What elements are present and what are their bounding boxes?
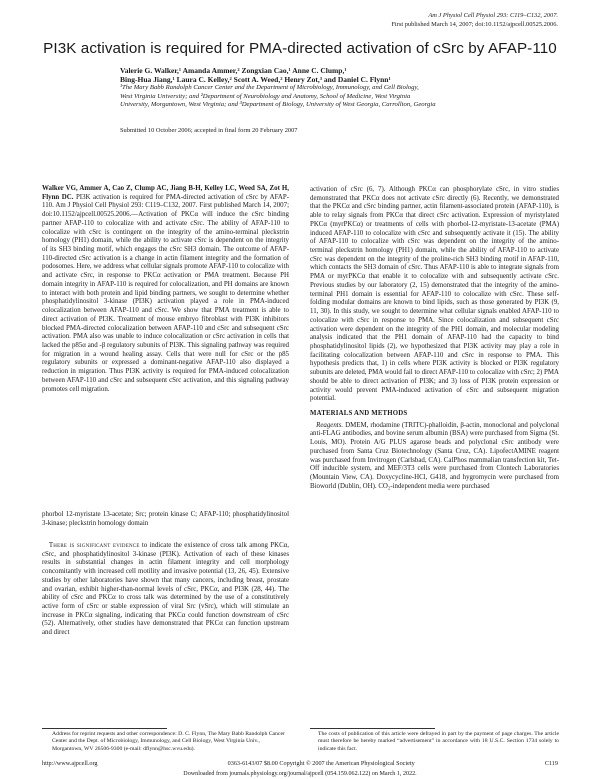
page-footer [42,760,558,767]
page-charges-footnote: The costs of publication of this article were defrayed in part by the payment of page charges. The article must therefore be hereby marked “advertisement” in accordance with 18 U.S.C. Section 1734 solely to indicate this fact. [318,731,559,752]
intro-lead: There is significant evidence [48,542,140,549]
author-list [120,66,560,85]
journal-citation: Am J Physiol Cell Physiol 293: C119–C132, 2007. [428,12,558,19]
affiliations [120,84,560,110]
journal-header [198,12,558,29]
right-column [310,186,559,491]
journal-url[interactable]: http://www.ajpcell.org [42,760,98,767]
abstract-citation: Walker VG, Ammer A, Cao Z, Clump AC, Jiang B-H, Kelley LC, Weed SA, Zot H, Flynn DC. [42,185,289,201]
reagents-text: DMEM, rhodamine (TRITC)-phalloidin, β-actin, monoclonal and polyclonal anti-FLAG antibodies, and bovine serum albumin (BSA) were purchased from Sigma (St. Louis, MO). Protein A/G PLUS agarose beads and polyclonal cSrc antibody were purchased from Santa Cruz Biotechnology (Santa Cruz, CA). LipofectAMINE reagent was purchased from Invitrogen (Carlsbad, CA). CalPhos mammalian transfection kit, Tet-Off inducible system, and MEF/3T3 cells were purchased from Clontech Laboratories (Mountain View, CA). Doxycycline-HCl, G418, and hygromycin were purchased from Bioworld (Dublin, OH). CO₂-independent media were purchased [310,421,560,490]
introduction [42,542,289,638]
submission-dates: Submitted 10 October 2006; accepted in final form 20 February 2007 [120,127,298,134]
correspondence-footnote: Address for reprint requests and other correspondence: D. C. Flynn, The Mary Babb Randolph Cancer Center and the Dept. of Microbiology, Immunology, and Cell Biology, West Virginia Univ., Morgantown, WV 26506-9300 (e-mail: dflynn@hsc.wvu.edu). [52,731,285,752]
abstract-text: PI3K activation is required for PMA-directed activation of cSrc by AFAP-110. Am J Physiol Cell Physiol 293: C119–C132, 2007. First published March 14, 2007; doi:10.1152/ajpcell.00525.2006.—Activation of PKCα will induce the cSrc binding partner AFAP-110 to colocalize with and activate cSrc. The ability of AFAP-110 to colocalize with cSrc is contingent on the integrity of the amino-terminal pleckstrin homology (PH1) domain, while the ability to activate cSrc is dependent on the integrity of its SH3 binding motif, which engages the cSrc SH3 domain. The outcome of AFAP-110-directed cSrc activation is a change in actin filament integrity and the formation of podosomes. Here, we address what cellular signals promote AFAP-110 to colocalize with and activate cSrc, in response to PKCα activation or PMA treatment. Because PH domain integrity in AFAP-110 is required for colocalization, and PH domains are known to interact with both protein and lipid binding partners, we sought to determine whether phosphatidylinositol 3-kinase (PI3K) activation played a role in PMA-induced colocalization between AFAP-110 and cSrc. We show that PMA treatment is able to direct activation of PI3K. Treatment of mouse embryo fibroblast with PI3K inhibitors blocked PMA-directed colocalization between AFAP-110 and cSrc and subsequent cSrc activation. PMA also was unable to induce colocalization or cSrc activation in cells that lacked the p85α and -β regulatory subunits of PI3K. This signaling pathway was required for migration in a wound healing assay. Cells that were null for cSrc or the p85 regulatory subunits or expressed a dominant-negative AFAP-110 also displayed a reduction in migration. Thus PI3K activity is required for PMA-induced colocalization between AFAP-110 and cSrc and subsequent cSrc activation, and this signaling pathway promotes cell migration. [42,193,289,393]
section-heading: MATERIALS AND METHODS [310,409,408,417]
affiliation-line: West Virginia University; and ²Department of Neurobiology and Anatomy, School of Medicine, West Virginia [120,92,411,100]
author-line: Valerie G. Walker,¹ Amanda Ammer,² Zongxian Cao,¹ Anne C. Clump,¹ [120,66,347,75]
download-notice: Downloaded from journals.physiology.org/journal/ajpcell (054.159.062.122) on March 1, 2022. [183,771,417,777]
author-line: Bing-Hua Jiang,¹ Laura C. Kelley,² Scott A. Weed,² Henry Zot,³ and Daniel C. Flynn¹ [120,75,391,85]
footnote-divider [42,728,167,729]
keywords: phorbol 12-myristate 13-acetate; Src; protein kinase C; AFAP-110; phosphatidylinositol 3-kinase; pleckstrin homology domain [42,511,289,527]
article-title: PI3K activation is required for PMA-directed activation of cSrc by AFAP-110 [43,40,557,57]
reagents-lead: Reagents. [316,421,344,429]
affiliation-line: ¹The Mary Babb Randolph Cancer Center and the Department of Microbiology, Immunology, and Cell Biology, [120,84,419,91]
intro-continued: activation of cSrc (6, 7). Although PKCα can phosphorylate cSrc, in vitro studies demonstrated that PKCα does not activate cSrc directly (6). Recently, we demonstrated that the PKCα and cSrc binding partner, actin filament-associated protein (AFAP-110), is able to relay signals from PKCα that direct cSrc activation. Expression of myristylated PKCα (myrPKCα) or treatments of cells with phorbol-12-myristate-13-acetate (PMA) induced AFAP-110 to colocalize with cSrc and subsequently activate it (15). The ability of AFAP-110 to colocalize with cSrc was dependent on the integrity of the amino-terminal pleckstrin homology (PH1) domain, while the ability of AFAP-110 to activate cSrc was dependent on the integrity of the proline-rich SH3 binding motif in AFAP-110, which contacts the SH3 domain of cSrc. Thus AFAP-110 is able to integrate signals from PMA or myrPKCα that enable it to colocalize with and subsequently activate cSrc. Previous studies by our laboratory (2, 15) demonstrated that the integrity of the amino-terminal PH1 domain is essential for AFAP-110 to colocalize with cSrc. These self-folding modular domains are known to bind lipids, such as those generated by PI3K (9, 11, 30). In this study, we sought to determine what cellular signals enabled AFAP-110 to colocalize with cSrc in response to PMA. Since colocalization and subsequent cSrc activation were dependent on the integrity of the PH1 domain, and molecular modeling analysis indicated that the PH1 domain of AFAP-110 had the capacity to bind phosphatidylinositol lipids (2), we hypothesized that PI3K activity may play a role in facilitating colocalization between AFAP-110 and cSrc in response to PMA. This hypothesis predicts that, 1) in cells where PI3K activity is blocked or PI3K regulatory subunits are deleted, PMA would fail to direct AFAP-110 to colocalize with cSrc; 2) PMA should be able to direct activation of PI3K; and 3) loss of PI3K protein expression or activity would prevent PMA-induced activation of cSrc and subsequent migration potential. [310,186,559,403]
page-number: C119 [544,760,558,767]
footnote-divider [310,728,435,729]
copyright-line: 0363-6143/07 $8.00 Copyright © 2007 the American Physiological Society [227,760,415,767]
affiliation-line: University, Morgantown, West Virginia; and ³Department of Biology, University of West Georgia, Carrollton, Georgia [120,101,436,109]
intro-text: to indicate the existence of cross talk among PKCα, cSrc, and phosphatidylinositol 3-kinase (PI3K). Activation of each of these kinases results in substantial changes in actin filament integrity and cell morphology concomitantly with increased cell motility and invasive potential (13, 26, 45). Extensive studies by other laboratories have shown that many cancers, including breast, prostate and ovarian, exhibit higher-than-normal levels of cSrc, PKCα, and PI3K (28, 44). The ability of cSrc and PKCα to cross talk was determined by the use of a constitutively active form of cSrc or stable expression of viral Src (vSrc), which will stimulate an increase in PKCα signaling, indicating that PKCα could function downstream of cSrc (52). Alternatively, other studies have demonstrated that PKCα can function upstream and direct [42,542,290,637]
abstract [42,185,289,394]
publication-info: First published March 14, 2007; doi:10.1152/ajpcell.00525.2006. [391,20,558,28]
